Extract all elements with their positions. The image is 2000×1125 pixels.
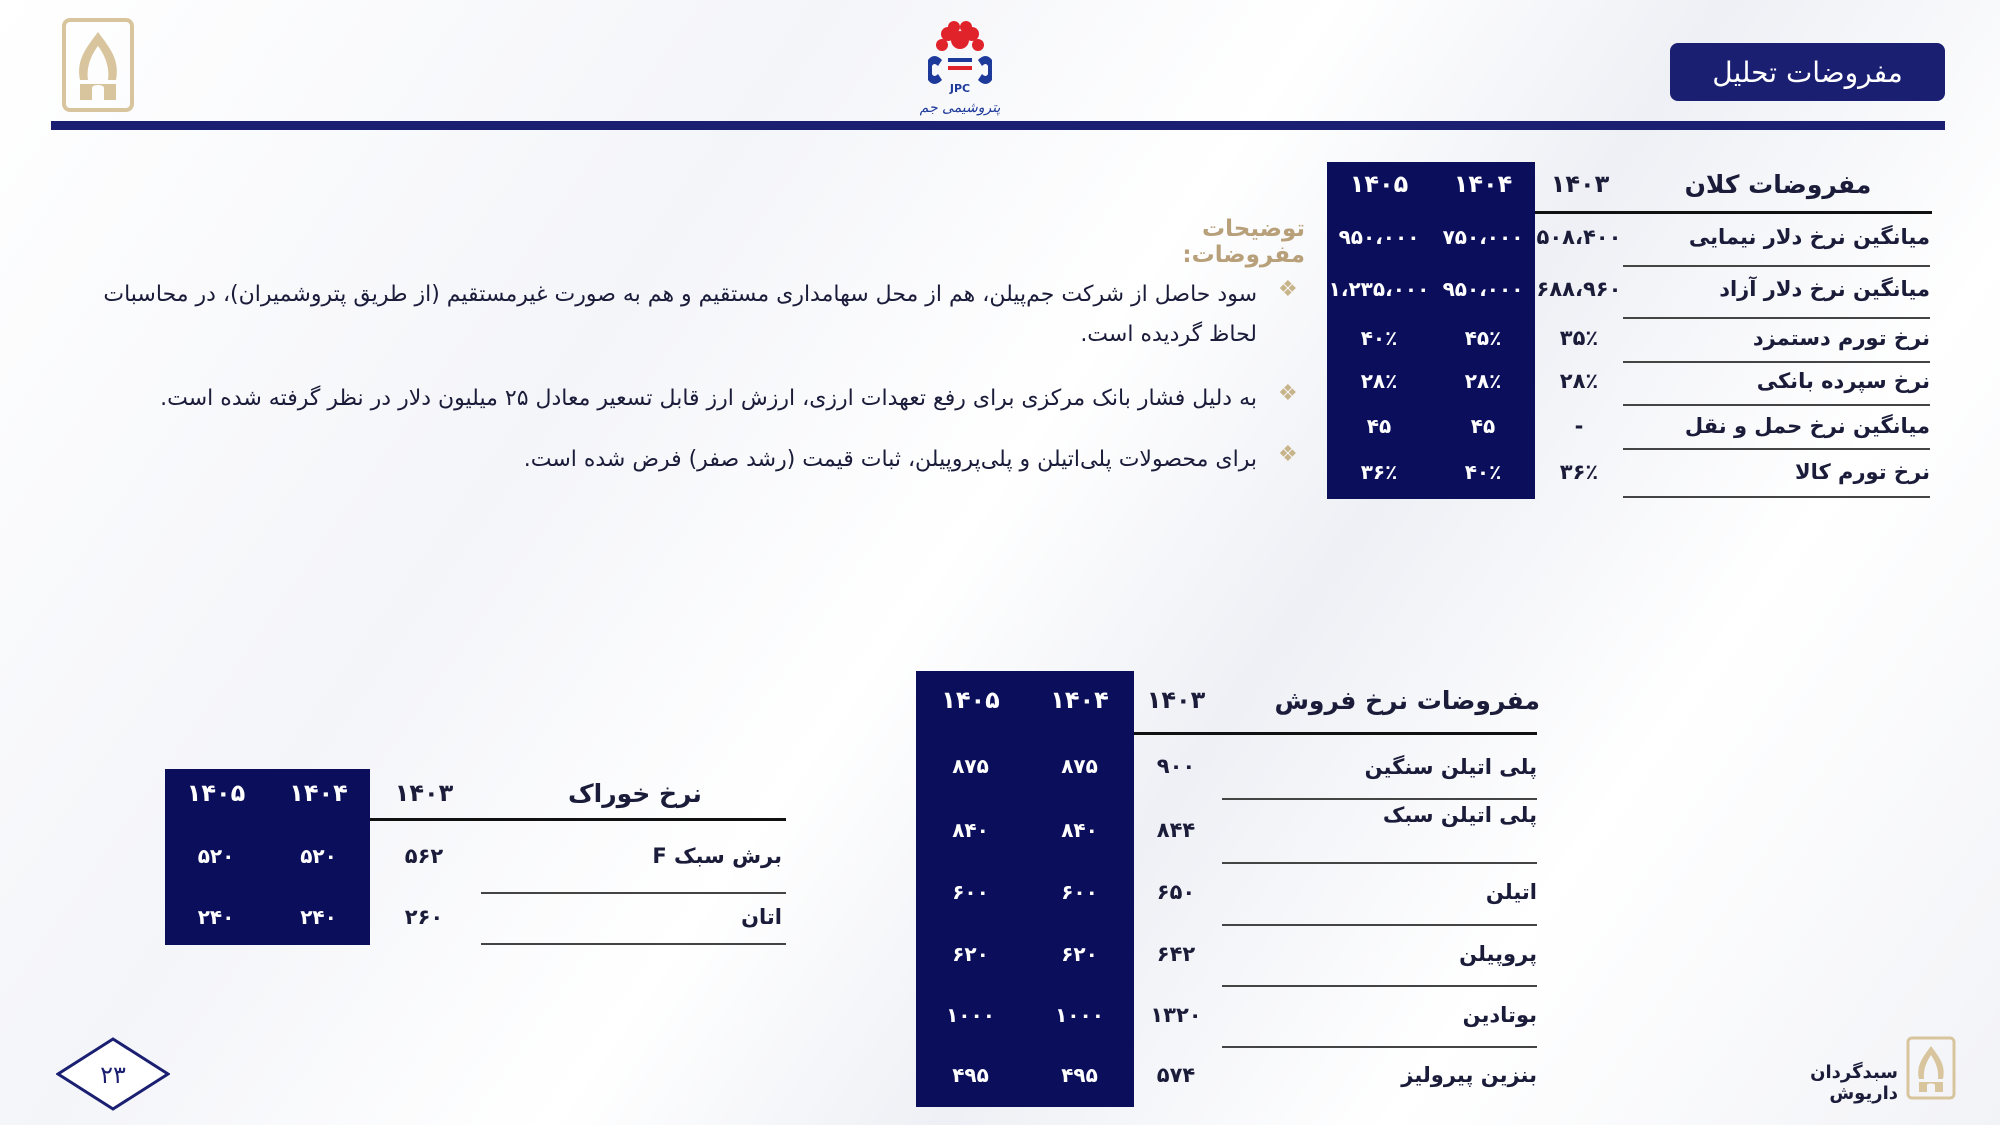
feed-cell-1403: ۲۶۰	[404, 905, 444, 929]
macro-cell-1404: ۴۰٪	[1464, 460, 1502, 484]
row-divider	[1222, 924, 1537, 926]
feed-row-label: برش سبک F	[652, 844, 782, 868]
macro-year-1404: ۱۴۰۴	[1453, 170, 1513, 198]
macro-cell-1404: ۴۵	[1470, 414, 1496, 438]
sales-cell-1404: ۱۰۰۰	[1055, 1003, 1104, 1027]
macro-cell-1403: -	[1574, 414, 1584, 438]
macro-year-1405: ۱۴۰۵	[1349, 170, 1409, 198]
sales-cell-1405: ۸۴۰	[952, 818, 989, 842]
feed-header-rule	[370, 818, 786, 821]
sales-cell-1403: ۵۷۴	[1156, 1063, 1196, 1087]
sales-header-rule	[1134, 732, 1537, 735]
sales-row-label: اتیلن	[1485, 880, 1537, 904]
page-title: مفروضات تحلیل	[1670, 43, 1945, 101]
sales-row-label: بنزین پیرولیز	[1401, 1063, 1537, 1087]
sales-cell-1403: ۱۳۲۰	[1150, 1003, 1202, 1027]
row-divider	[1222, 1046, 1537, 1048]
sales-cell-1404: ۶۲۰	[1061, 942, 1098, 966]
macro-row-label: نرخ تورم دستمزد	[1752, 326, 1930, 350]
sales-cell-1405: ۸۷۵	[952, 754, 989, 778]
page-number: ۲۳	[100, 1061, 126, 1089]
macro-cell-1403: ۶۸۸،۹۶۰	[1536, 277, 1622, 301]
macro-cell-1405: ۳۶٪	[1360, 460, 1398, 484]
macro-header-rule	[1535, 211, 1932, 214]
diamond-bullet-icon: ❖	[1278, 381, 1298, 406]
sales-year-1403: ۱۴۰۳	[1146, 686, 1206, 714]
feed-year-1404: ۱۴۰۴	[289, 779, 348, 807]
sales-cell-1403: ۶۴۲	[1156, 942, 1196, 966]
row-divider	[481, 943, 786, 945]
sales-row-label: پلی اتیلن سبک	[1382, 803, 1537, 827]
note-item: برای محصولات پلی‌اتیلن و پلی‌پروپیلن، ثبات قیمت (رشد صفر) فرض شده است.	[523, 447, 1257, 472]
macro-cell-1405: ۲۸٪	[1360, 369, 1398, 393]
macro-cell-1403: ۲۸٪	[1559, 369, 1599, 393]
row-divider	[1623, 404, 1930, 406]
macro-cell-1405: ۹۵۰،۰۰۰	[1338, 225, 1420, 249]
macro-cell-1404: ۴۵٪	[1464, 326, 1502, 350]
sales-year-1404: ۱۴۰۴	[1050, 686, 1109, 714]
feed-table-title: نرخ خوراک	[568, 779, 702, 808]
sales-cell-1404: ۸۴۰	[1061, 818, 1098, 842]
row-divider	[1623, 361, 1930, 363]
row-divider	[1222, 862, 1537, 864]
sales-cell-1405: ۶۰۰	[952, 880, 989, 904]
macro-row-label: میانگین نرخ حمل و نقل	[1684, 414, 1930, 438]
macro-table-title: مفروضات کلان	[1684, 170, 1872, 199]
macro-cell-1404: ۷۵۰،۰۰۰	[1442, 225, 1524, 249]
row-divider	[481, 892, 786, 894]
feed-cell-1404: ۵۲۰	[300, 844, 337, 868]
feed-year-1405: ۱۴۰۵	[186, 779, 246, 807]
sales-cell-1403: ۹۰۰	[1156, 754, 1196, 778]
note-item: به دلیل فشار بانک مرکزی برای رفع تعهدات ارزی، ارزش ارز قابل تسعیر معادل ۲۵ میلیون دلار در نظر گرفته شده است.	[160, 386, 1257, 411]
dariush-logo	[62, 18, 134, 112]
feed-cell-1403: ۵۶۲	[404, 844, 444, 868]
jpc-logo	[920, 12, 1000, 122]
macro-row-label: میانگین نرخ دلار آزاد	[1719, 277, 1930, 301]
macro-cell-1403: ۵۰۸،۴۰۰	[1536, 225, 1622, 249]
sales-cell-1403: ۶۵۰	[1156, 880, 1196, 904]
sales-row-label: بوتادین	[1462, 1003, 1537, 1027]
sales-cell-1404: ۶۰۰	[1061, 880, 1098, 904]
sales-cell-1405: ۱۰۰۰	[946, 1003, 995, 1027]
macro-row-label: نرخ سپرده بانکی	[1756, 369, 1930, 393]
sales-cell-1405: ۴۹۵	[952, 1063, 989, 1087]
macro-cell-1405: ۴۵	[1366, 414, 1392, 438]
feed-cell-1404: ۲۴۰	[300, 905, 337, 929]
note-item: سود حاصل از شرکت جم‌پیلن، هم از محل سهامداری مستقیم و هم به صورت غیرمستقیم (از طریق پتروشمیران)، در محاسبات لحاظ گردیده است.	[103, 282, 1257, 347]
row-divider	[1623, 448, 1930, 450]
sales-cell-1404: ۴۹۵	[1061, 1063, 1098, 1087]
row-divider	[1222, 798, 1537, 800]
diamond-bullet-icon: ❖	[1278, 277, 1298, 302]
page-number-badge	[56, 1037, 170, 1111]
sales-row-label: پلی اتیلن سنگین	[1364, 755, 1537, 779]
dariush-footer-logo	[1906, 1036, 1956, 1100]
macro-cell-1403: ۳۵٪	[1559, 326, 1599, 350]
sales-cell-1405: ۶۲۰	[952, 942, 989, 966]
macro-year-1403: ۱۴۰۳	[1550, 170, 1610, 198]
sales-cell-1403: ۸۴۴	[1156, 818, 1196, 842]
feed-row-label: اتان	[741, 905, 782, 929]
notes-title: توضیحات مفروضات:	[1182, 216, 1305, 268]
jpc-logo-text: JPC	[949, 82, 971, 95]
sales-cell-1404: ۸۷۵	[1061, 754, 1098, 778]
macro-cell-1404: ۹۵۰،۰۰۰	[1442, 277, 1524, 301]
macro-cell-1405: ۴۰٪	[1360, 326, 1398, 350]
row-divider	[1623, 317, 1930, 319]
sales-table-title: مفروضات نرخ فروش	[1274, 686, 1540, 715]
macro-cell-1403: ۳۶٪	[1559, 460, 1599, 484]
sales-row-label: پروپیلن	[1459, 942, 1537, 966]
row-divider	[1623, 496, 1930, 498]
diamond-bullet-icon: ❖	[1278, 442, 1298, 467]
macro-row-label: نرخ تورم کالا	[1795, 460, 1930, 484]
sales-year-1405: ۱۴۰۵	[941, 686, 1000, 714]
row-divider	[1222, 985, 1537, 987]
header-divider	[51, 121, 1945, 130]
feed-cell-1405: ۵۲۰	[197, 844, 235, 868]
macro-cell-1404: ۲۸٪	[1464, 369, 1502, 393]
macro-row-label: میانگین نرخ دلار نیمایی	[1688, 225, 1930, 249]
row-divider	[1623, 265, 1930, 267]
macro-cell-1405: ۱،۲۳۵،۰۰۰	[1328, 277, 1430, 301]
jpc-logo-script: پتروشیمی جم	[920, 100, 1000, 116]
footer-brand: سبدگردان داریوش	[1810, 1062, 1898, 1104]
feed-year-1403: ۱۴۰۳	[394, 779, 454, 807]
feed-cell-1405: ۲۴۰	[197, 905, 235, 929]
